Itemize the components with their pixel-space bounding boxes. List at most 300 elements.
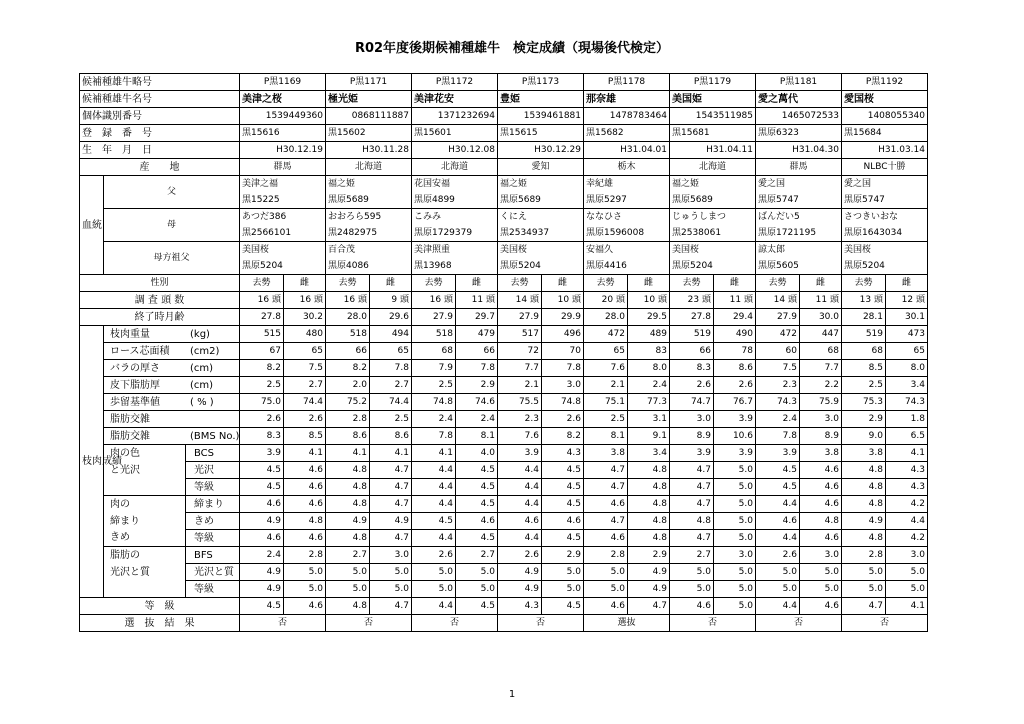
carcass-label: 歩留基準値 <box>110 396 160 408</box>
bull-father_reg: 黒原5747 <box>756 192 842 209</box>
carcass-value: 480 <box>284 326 326 343</box>
bull-selection-result: 否 <box>670 615 756 632</box>
sex-female: 雌 <box>714 275 756 292</box>
bull-id: 1465072533 <box>756 108 842 125</box>
sex-castrated: 去勢 <box>412 275 456 292</box>
carcass-value: 2.5 <box>240 377 284 394</box>
carcass-value: 74.7 <box>670 394 714 411</box>
carcass-value: 8.2 <box>240 360 284 377</box>
quality-value: 3.0 <box>886 547 928 564</box>
bull-name: 愛之萬代 <box>756 91 842 108</box>
carcass-unit: ( % ) <box>190 396 214 408</box>
quality-value: 4.5 <box>542 496 584 513</box>
bull-name: 美津之桜 <box>240 91 326 108</box>
value-female: 29.7 <box>456 309 498 326</box>
bull-mother_reg: 黒原1721195 <box>756 225 842 242</box>
quality-value: 5.0 <box>714 581 756 598</box>
quality-value: 4.7 <box>370 496 412 513</box>
value-female: 4.6 <box>284 598 326 615</box>
quality-value: 4.0 <box>456 445 498 462</box>
quality-value: 2.7 <box>670 547 714 564</box>
bull-selection-result: 否 <box>412 615 498 632</box>
bull-mgf_reg: 黒原4416 <box>584 258 670 275</box>
quality-value: 5.0 <box>326 564 370 581</box>
sex-castrated: 去勢 <box>584 275 628 292</box>
quality-value: 4.6 <box>498 513 542 530</box>
quality-value: 5.0 <box>756 581 800 598</box>
quality-value: 5.0 <box>670 581 714 598</box>
value-castrated: 4.5 <box>240 598 284 615</box>
bull-father: 美津之福 <box>240 176 326 193</box>
sex-female: 雌 <box>886 275 928 292</box>
bull-birth: H31.04.30 <box>756 142 842 159</box>
carcass-value: 473 <box>886 326 928 343</box>
table-row <box>80 377 928 394</box>
quality-value: 4.1 <box>370 445 412 462</box>
carcass-value: 519 <box>670 326 714 343</box>
row-label-abbrev: 候補種雄牛略号 <box>80 74 240 91</box>
carcass-value: 65 <box>370 343 412 360</box>
quality-value: 5.0 <box>842 564 886 581</box>
row-label-selection: 選 抜 結 果 <box>80 615 240 632</box>
value-castrated: 27.8 <box>670 309 714 326</box>
row-label-reg: 登 録 番 号 <box>80 125 240 142</box>
value-castrated: 4.6 <box>584 598 628 615</box>
carcass-value: 8.0 <box>628 360 670 377</box>
row-label-carcass <box>104 326 240 343</box>
bull-mgf_reg: 黒原5204 <box>498 258 584 275</box>
carcass-value: 7.8 <box>756 428 800 445</box>
carcass-value: 494 <box>370 326 412 343</box>
bull-mgf: 美国桜 <box>670 242 756 259</box>
carcass-value: 10.6 <box>714 428 756 445</box>
bull-selection-result: 否 <box>842 615 928 632</box>
quality-value: 5.0 <box>542 564 584 581</box>
quality-value: 4.4 <box>756 496 800 513</box>
quality-value: 4.6 <box>542 513 584 530</box>
quality-value: 4.5 <box>756 462 800 479</box>
table-row <box>80 411 928 428</box>
row-label-grade: 等 級 <box>80 598 240 615</box>
quality-value: 4.9 <box>628 581 670 598</box>
bull-mgf: 美国桜 <box>498 242 584 259</box>
table-row <box>80 581 928 598</box>
value-female: 10 頭 <box>542 292 584 309</box>
quality-value: 3.9 <box>756 445 800 462</box>
carcass-value: 8.6 <box>714 360 756 377</box>
carcass-value: 7.8 <box>412 428 456 445</box>
bull-birth: H31.03.14 <box>842 142 928 159</box>
bull-father: 福之姫 <box>670 176 756 193</box>
value-female: 4.7 <box>370 598 412 615</box>
carcass-value: 65 <box>284 343 326 360</box>
carcass-value: 8.6 <box>370 428 412 445</box>
bull-origin: NLBC十勝 <box>842 159 928 176</box>
bull-name: 豊姫 <box>498 91 584 108</box>
table-row <box>80 479 928 496</box>
bull-birth: H30.12.29 <box>498 142 584 159</box>
quality-value: 2.6 <box>756 547 800 564</box>
carcass-value: 3.0 <box>670 411 714 428</box>
quality-sub-label: 締まり <box>186 496 240 513</box>
quality-value: 2.8 <box>842 547 886 564</box>
bull-origin: 群馬 <box>756 159 842 176</box>
carcass-value: 8.1 <box>456 428 498 445</box>
quality-group-label: と光沢 <box>104 462 186 479</box>
carcass-value: 519 <box>842 326 886 343</box>
quality-value: 3.9 <box>670 445 714 462</box>
quality-value: 4.9 <box>240 564 284 581</box>
quality-value: 4.3 <box>542 445 584 462</box>
carcass-value: 8.3 <box>670 360 714 377</box>
table-row <box>80 275 928 292</box>
sex-castrated: 去勢 <box>756 275 800 292</box>
quality-sub-label: 等級 <box>186 581 240 598</box>
row-label-name: 候補種雄牛名号 <box>80 91 240 108</box>
carcass-value: 8.5 <box>842 360 886 377</box>
quality-value: 4.4 <box>412 479 456 496</box>
quality-value: 4.4 <box>498 496 542 513</box>
bull-origin: 北海道 <box>670 159 756 176</box>
quality-value: 4.8 <box>628 462 670 479</box>
quality-value: 4.6 <box>284 496 326 513</box>
carcass-value: 68 <box>412 343 456 360</box>
value-female: 12 頭 <box>886 292 928 309</box>
quality-value: 3.9 <box>498 445 542 462</box>
quality-group-label: きめ <box>104 530 186 547</box>
bull-selection-result: 否 <box>326 615 412 632</box>
sex-female: 雌 <box>628 275 670 292</box>
bull-reg: 黒15601 <box>412 125 498 142</box>
quality-group-label <box>104 479 186 496</box>
sex-female: 雌 <box>542 275 584 292</box>
table-row <box>80 159 928 176</box>
bull-mother_reg: 黒2534937 <box>498 225 584 242</box>
table-row <box>80 428 928 445</box>
quality-sub-label: 光沢 <box>186 462 240 479</box>
bull-mgf_reg: 黒原5605 <box>756 258 842 275</box>
quality-value: 4.7 <box>584 462 628 479</box>
table-row <box>80 125 928 142</box>
bull-origin: 群馬 <box>240 159 326 176</box>
table-row <box>80 615 928 632</box>
carcass-value: 9.1 <box>628 428 670 445</box>
carcass-value: 7.5 <box>756 360 800 377</box>
quality-value: 3.9 <box>714 445 756 462</box>
carcass-value: 496 <box>542 326 584 343</box>
quality-value: 3.0 <box>370 547 412 564</box>
value-castrated: 13 頭 <box>842 292 886 309</box>
value-female: 30.2 <box>284 309 326 326</box>
quality-value: 4.9 <box>240 513 284 530</box>
quality-value: 5.0 <box>284 581 326 598</box>
carcass-value: 7.7 <box>800 360 842 377</box>
quality-value: 4.5 <box>456 479 498 496</box>
carcass-value: 9.0 <box>842 428 886 445</box>
carcass-value: 8.2 <box>326 360 370 377</box>
quality-sub-label: BFS <box>186 547 240 564</box>
quality-value: 5.0 <box>370 581 412 598</box>
bull-birth: H31.04.01 <box>584 142 670 159</box>
bull-mother: じゅうしまつ <box>670 209 756 226</box>
bull-father: 愛之国 <box>842 176 928 193</box>
value-female: 9 頭 <box>370 292 412 309</box>
quality-value: 5.0 <box>542 581 584 598</box>
quality-group-label: 光沢と質 <box>104 564 186 581</box>
table-row <box>80 343 928 360</box>
row-label-sex: 性別 <box>80 275 240 292</box>
sex-female: 雌 <box>456 275 498 292</box>
bull-id: 1543511985 <box>670 108 756 125</box>
carcass-value: 2.3 <box>756 377 800 394</box>
carcass-value: 472 <box>584 326 628 343</box>
value-castrated: 14 頭 <box>756 292 800 309</box>
bull-mother_reg: 黒2566101 <box>240 225 326 242</box>
bull-id: 1478783464 <box>584 108 670 125</box>
sex-castrated: 去勢 <box>326 275 370 292</box>
quality-value: 4.8 <box>326 530 370 547</box>
bull-father_reg: 黒15225 <box>240 192 326 209</box>
bull-mother: おおろら595 <box>326 209 412 226</box>
bull-id: 0868111887 <box>326 108 412 125</box>
quality-value: 5.0 <box>326 581 370 598</box>
quality-value: 5.0 <box>714 564 756 581</box>
carcass-value: 3.9 <box>714 411 756 428</box>
bull-abbrev: P黒1178 <box>584 74 670 91</box>
row-label-carcass <box>104 343 240 360</box>
quality-value: 4.9 <box>498 564 542 581</box>
quality-value: 5.0 <box>714 479 756 496</box>
carcass-value: 78 <box>714 343 756 360</box>
quality-value: 4.5 <box>412 513 456 530</box>
bull-reg: 黒15684 <box>842 125 928 142</box>
quality-value: 2.8 <box>584 547 628 564</box>
carcass-value: 2.5 <box>584 411 628 428</box>
carcass-value: 7.9 <box>412 360 456 377</box>
bull-id: 1539461881 <box>498 108 584 125</box>
quality-value: 4.4 <box>498 530 542 547</box>
bull-mother: こみみ <box>412 209 498 226</box>
row-label-mother: 母 <box>104 209 240 242</box>
carcass-value: 518 <box>412 326 456 343</box>
quality-value: 4.5 <box>456 496 498 513</box>
quality-value: 4.4 <box>498 479 542 496</box>
quality-value: 4.4 <box>498 462 542 479</box>
table-row <box>80 91 928 108</box>
quality-value: 5.0 <box>886 581 928 598</box>
bull-id: 1408055340 <box>842 108 928 125</box>
quality-value: 4.1 <box>326 445 370 462</box>
quality-value: 2.6 <box>412 547 456 564</box>
row-label-carcass <box>104 394 240 411</box>
sex-castrated: 去勢 <box>670 275 714 292</box>
table-row <box>80 142 928 159</box>
value-female: 4.7 <box>628 598 670 615</box>
quality-value: 4.4 <box>412 496 456 513</box>
carcass-value: 8.3 <box>240 428 284 445</box>
row-label-carcass <box>104 360 240 377</box>
row-label-mgf: 母方祖父 <box>104 242 240 275</box>
row-label-birth: 生 年 月 日 <box>80 142 240 159</box>
bull-mother_reg: 黒2538061 <box>670 225 756 242</box>
quality-value: 4.4 <box>756 530 800 547</box>
quality-value: 2.9 <box>542 547 584 564</box>
quality-value: 3.8 <box>800 445 842 462</box>
carcass-value: 2.3 <box>498 411 542 428</box>
carcass-value: 7.8 <box>456 360 498 377</box>
bull-name: 美国姫 <box>670 91 756 108</box>
carcass-value: 75.2 <box>326 394 370 411</box>
quality-sub-label: BCS <box>186 445 240 462</box>
bull-father_reg: 黒原4899 <box>412 192 498 209</box>
bull-mother_reg: 黒2482975 <box>326 225 412 242</box>
quality-value: 5.0 <box>412 581 456 598</box>
value-castrated: 16 頭 <box>412 292 456 309</box>
quality-sub-label: 光沢と質 <box>186 564 240 581</box>
bull-name: 美津花安 <box>412 91 498 108</box>
bull-mother_reg: 黒原1643034 <box>842 225 928 242</box>
quality-value: 4.5 <box>756 479 800 496</box>
bull-reg: 黒15602 <box>326 125 412 142</box>
document-title: R02年度後期候補種雄牛 検定成績（現場後代検定） <box>354 41 670 56</box>
carcass-value: 68 <box>842 343 886 360</box>
quality-value: 4.8 <box>842 462 886 479</box>
results-table <box>79 73 928 632</box>
bull-mother: さつきいおな <box>842 209 928 226</box>
row-label-carcass <box>104 411 240 428</box>
carcass-value: 2.1 <box>498 377 542 394</box>
quality-value: 4.3 <box>886 462 928 479</box>
quality-group-label: 締まり <box>104 513 186 530</box>
table-row <box>80 598 928 615</box>
carcass-value: 74.3 <box>756 394 800 411</box>
carcass-value: 3.0 <box>800 411 842 428</box>
quality-group-label: 肉の色 <box>104 445 186 462</box>
quality-value: 4.8 <box>628 530 670 547</box>
carcass-value: 2.5 <box>412 377 456 394</box>
row-label-id: 個体識別番号 <box>80 108 240 125</box>
value-castrated: 4.4 <box>756 598 800 615</box>
quality-value: 4.4 <box>412 462 456 479</box>
table-row <box>80 445 928 462</box>
value-female: 4.6 <box>800 598 842 615</box>
quality-value: 5.0 <box>584 581 628 598</box>
quality-value: 4.5 <box>240 462 284 479</box>
quality-value: 4.9 <box>498 581 542 598</box>
value-castrated: 23 頭 <box>670 292 714 309</box>
section-label-pedigree: 血統 <box>80 176 104 275</box>
sex-castrated: 去勢 <box>842 275 886 292</box>
carcass-value: 66 <box>670 343 714 360</box>
carcass-value: 74.8 <box>412 394 456 411</box>
carcass-value: 2.2 <box>800 377 842 394</box>
value-female: 30.0 <box>800 309 842 326</box>
carcass-value: 75.0 <box>240 394 284 411</box>
carcass-label: 枝肉重量 <box>110 328 150 340</box>
quality-value: 4.9 <box>628 564 670 581</box>
bull-abbrev: P黒1172 <box>412 74 498 91</box>
table-row <box>80 292 928 309</box>
bull-mother_reg: 黒原1596008 <box>584 225 670 242</box>
quality-value: 4.7 <box>670 479 714 496</box>
quality-value: 4.6 <box>800 496 842 513</box>
carcass-value: 66 <box>456 343 498 360</box>
quality-value: 4.8 <box>842 479 886 496</box>
carcass-value: 2.4 <box>412 411 456 428</box>
quality-value: 3.9 <box>240 445 284 462</box>
quality-value: 4.5 <box>240 479 284 496</box>
quality-value: 4.4 <box>412 530 456 547</box>
quality-value: 4.2 <box>886 530 928 547</box>
value-castrated: 4.6 <box>670 598 714 615</box>
carcass-value: 72 <box>498 343 542 360</box>
row-label-carcass <box>104 428 240 445</box>
bull-birth: H30.12.19 <box>240 142 326 159</box>
value-castrated: 20 頭 <box>584 292 628 309</box>
quality-value: 4.7 <box>670 496 714 513</box>
quality-value: 4.9 <box>370 513 412 530</box>
quality-value: 4.1 <box>284 445 326 462</box>
quality-value: 5.0 <box>714 496 756 513</box>
bull-father: 福之姫 <box>498 176 584 193</box>
value-castrated: 4.7 <box>842 598 886 615</box>
carcass-value: 60 <box>756 343 800 360</box>
sex-female: 雌 <box>370 275 412 292</box>
row-label-count: 調 査 頭 数 <box>80 292 240 309</box>
bull-father_reg: 黒原5689 <box>326 192 412 209</box>
value-castrated: 16 頭 <box>326 292 370 309</box>
quality-value: 4.8 <box>800 513 842 530</box>
carcass-value: 77.3 <box>628 394 670 411</box>
bull-mgf_reg: 黒13968 <box>412 258 498 275</box>
carcass-value: 479 <box>456 326 498 343</box>
table-row <box>80 108 928 125</box>
value-castrated: 4.3 <box>498 598 542 615</box>
carcass-value: 8.9 <box>800 428 842 445</box>
carcass-value: 75.5 <box>498 394 542 411</box>
carcass-unit: (kg) <box>190 328 210 340</box>
quality-value: 5.0 <box>714 462 756 479</box>
value-female: 5.0 <box>714 598 756 615</box>
quality-value: 4.5 <box>542 479 584 496</box>
bull-father: 花国安福 <box>412 176 498 193</box>
carcass-value: 75.3 <box>842 394 886 411</box>
value-female: 29.9 <box>542 309 584 326</box>
bull-abbrev: P黒1171 <box>326 74 412 91</box>
quality-value: 4.8 <box>326 496 370 513</box>
bull-abbrev: P黒1181 <box>756 74 842 91</box>
quality-group-label <box>104 581 186 598</box>
value-female: 11 頭 <box>800 292 842 309</box>
carcass-value: 74.3 <box>886 394 928 411</box>
quality-value: 5.0 <box>714 513 756 530</box>
value-female: 11 頭 <box>714 292 756 309</box>
bull-id: 1539449360 <box>240 108 326 125</box>
bull-father_reg: 黒原5689 <box>670 192 756 209</box>
carcass-value: 489 <box>628 326 670 343</box>
carcass-value: 2.5 <box>842 377 886 394</box>
table-row <box>80 513 928 530</box>
carcass-value: 8.9 <box>670 428 714 445</box>
carcass-unit: (cm) <box>190 362 214 374</box>
row-label-age: 終了時月齢 <box>80 309 240 326</box>
quality-value: 4.6 <box>284 462 326 479</box>
carcass-value: 76.7 <box>714 394 756 411</box>
quality-value: 5.0 <box>670 564 714 581</box>
section-label-carcass: 枝肉成績 <box>80 326 104 598</box>
carcass-value: 3.1 <box>628 411 670 428</box>
carcass-value: 517 <box>498 326 542 343</box>
